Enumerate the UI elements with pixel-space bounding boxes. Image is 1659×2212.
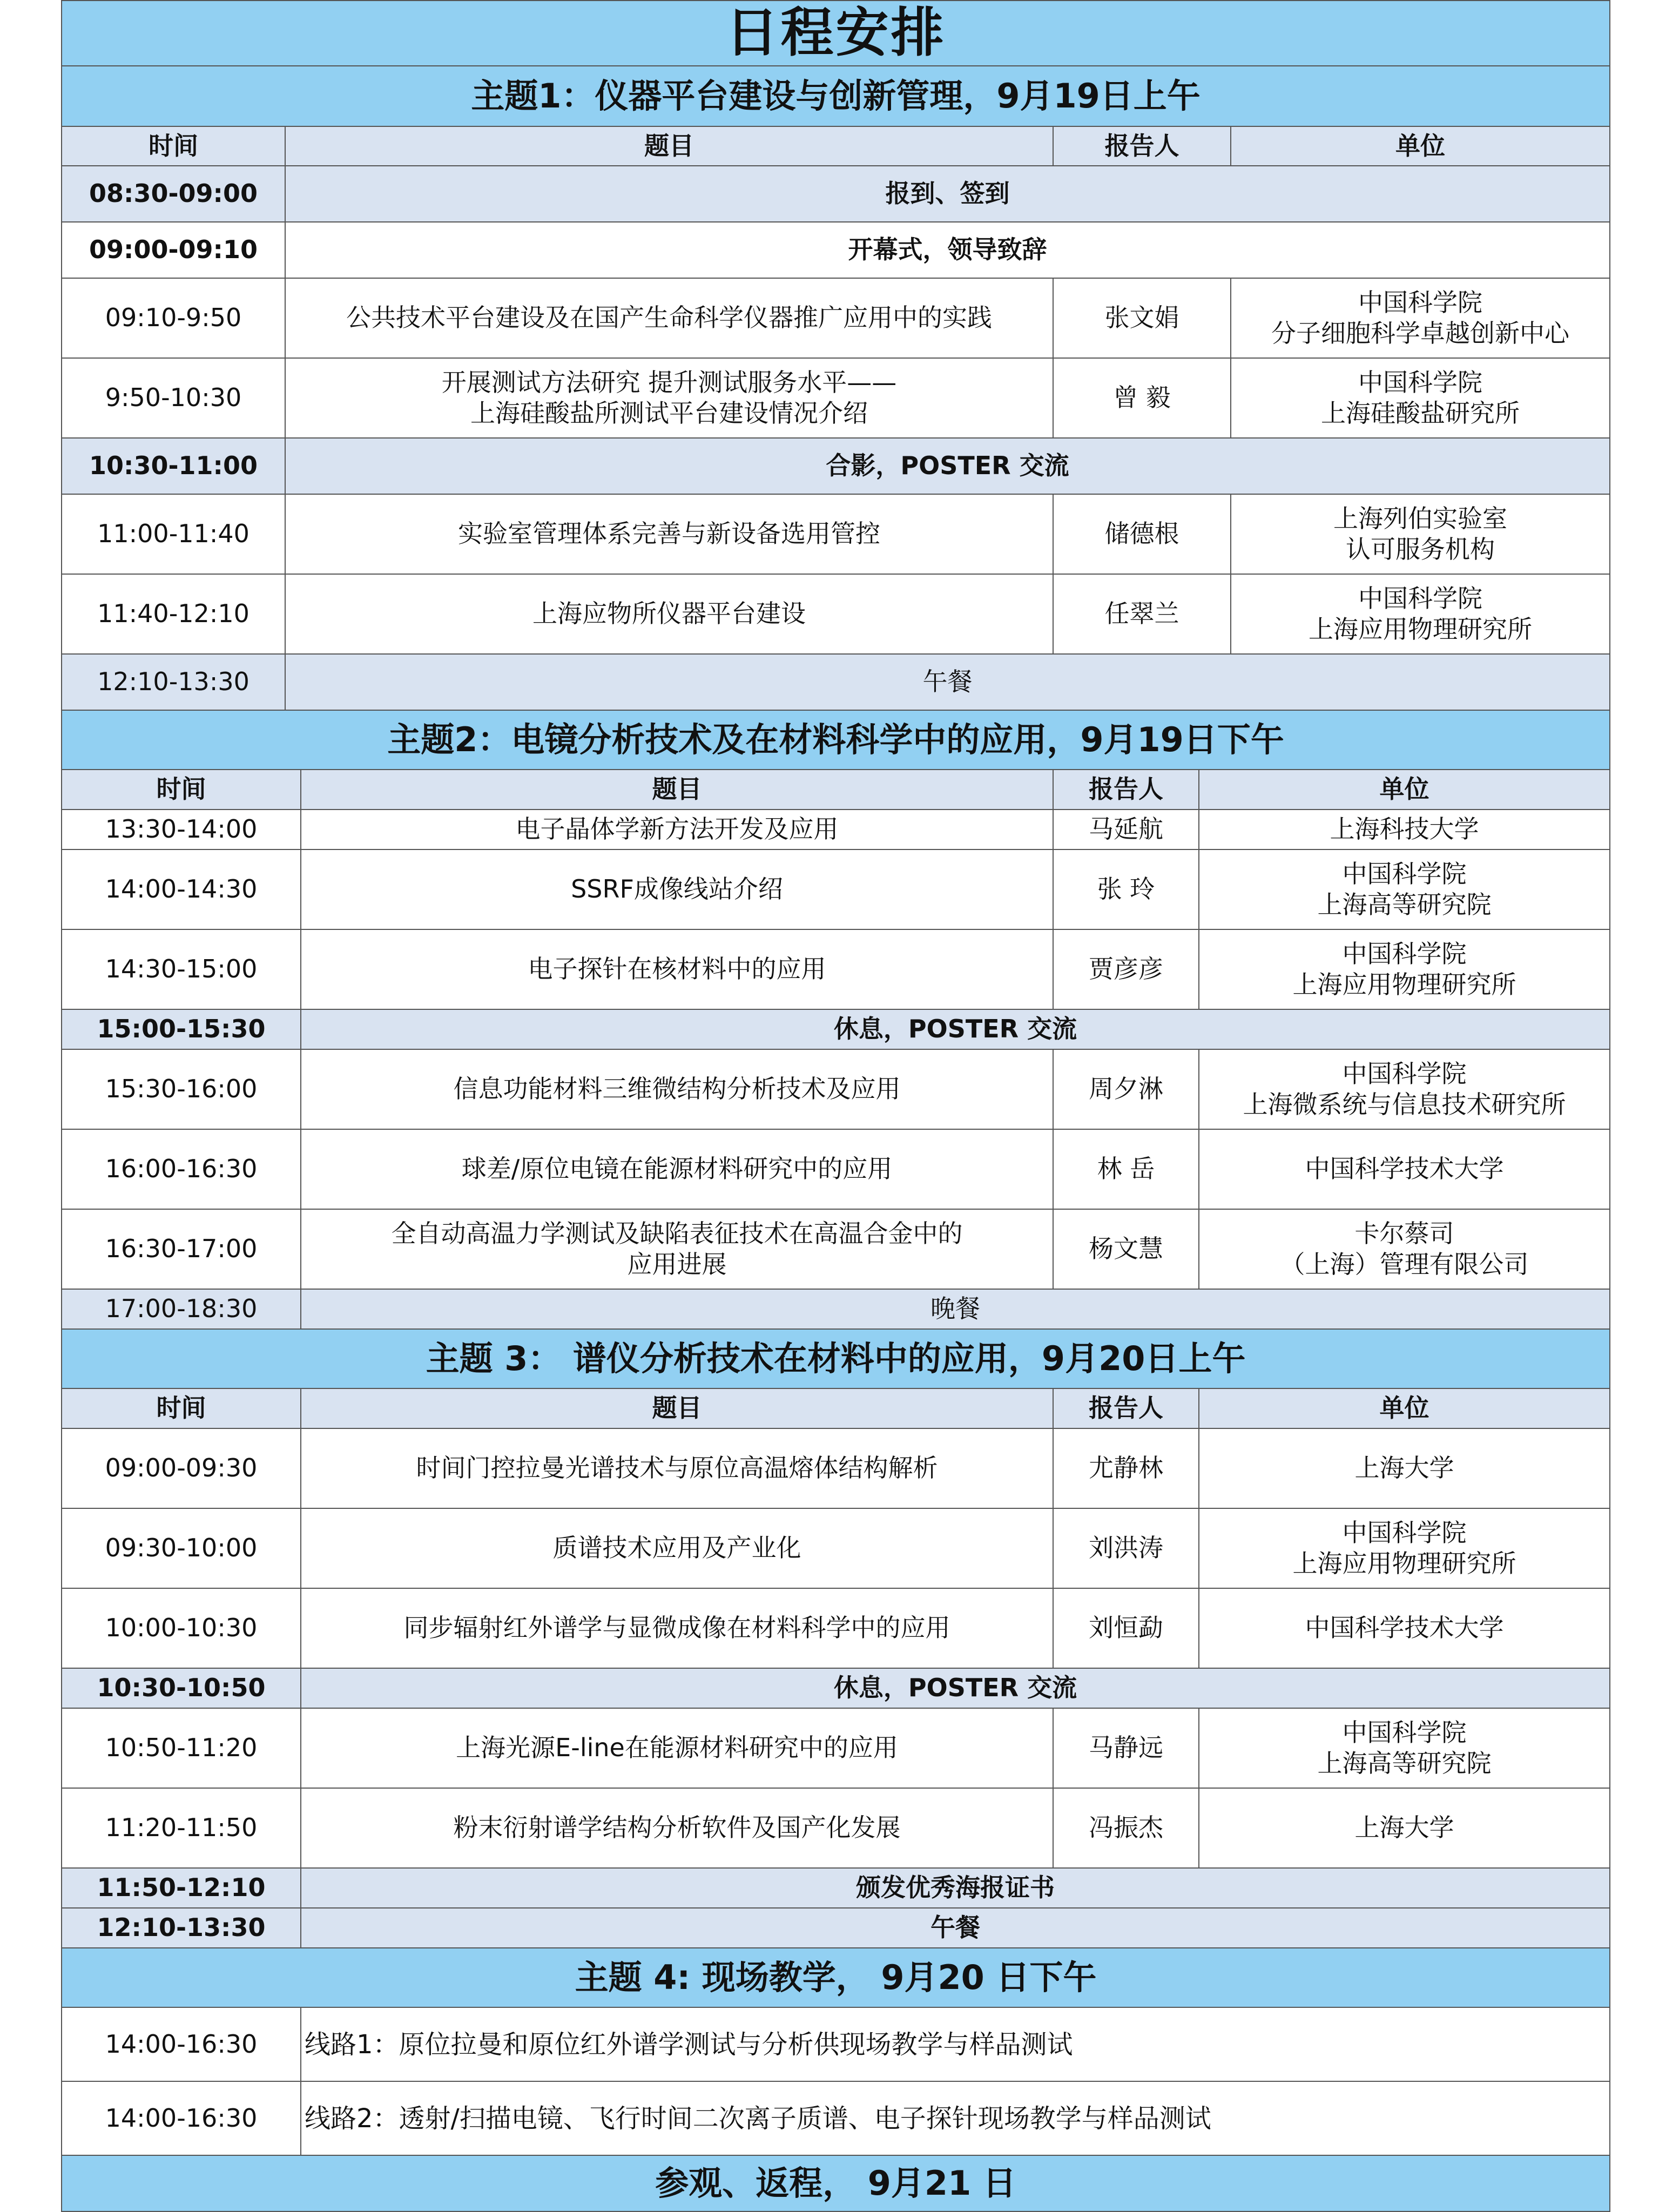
time-cell: 12:10-13:30 [61, 655, 285, 711]
time-cell: 16:30-17:00 [61, 1210, 300, 1290]
topic-cell: 开展测试方法研究 提升测试服务水平—— 上海硅酸盐所测试平台建设情况介绍 [285, 359, 1053, 439]
schedule-row [61, 495, 1610, 575]
schedule-row [61, 1789, 1610, 1869]
theme-row [61, 66, 1610, 127]
speaker-cell: 刘恒勐 [1053, 1589, 1198, 1669]
section-theme: 主题1：仪器平台建设与创新管理，9月19日上午 [61, 66, 1610, 127]
time-cell: 14:30-15:00 [61, 930, 300, 1010]
topic-cell: 上海应物所仪器平台建设 [285, 575, 1053, 655]
topic-cell: 电子探针在核材料中的应用 [300, 930, 1053, 1010]
unit-cell: 中国科学院 上海高等研究院 [1198, 1709, 1610, 1789]
speaker-cell: 张文娟 [1053, 279, 1230, 359]
unit-cell: 中国科学院 分子细胞科学卓越创新中心 [1230, 279, 1610, 359]
schedule-row [61, 1210, 1610, 1290]
time-cell: 12:10-13:30 [61, 1908, 300, 1948]
speaker-cell: 周夕淋 [1053, 1050, 1198, 1130]
topic-cell: 时间门控拉曼光谱技术与原位高温熔体结构解析 [300, 1429, 1053, 1509]
time-cell: 16:00-16:30 [61, 1130, 300, 1210]
schedule-row [61, 1669, 1610, 1709]
event-cell: 合影，POSTER 交流 [285, 439, 1610, 495]
event-cell: 颁发优秀海报证书 [300, 1869, 1610, 1908]
unit-cell: 中国科学技术大学 [1198, 1589, 1610, 1669]
event-cell: 线路2：透射/扫描电镜、飞行时间二次离子质谱、电子探针现场教学与样品测试 [300, 2082, 1610, 2156]
footer-note: 参观、返程， 9月21 日 [61, 2156, 1610, 2212]
schedule-row [61, 222, 1610, 279]
column-header-speaker: 报告人 [1053, 127, 1230, 166]
column-header-unit: 单位 [1198, 1389, 1610, 1429]
page-title-row [61, 0, 1610, 66]
column-header-time: 时间 [61, 1389, 300, 1429]
schedule-row [61, 1908, 1610, 1948]
unit-cell: 中国科学技术大学 [1198, 1130, 1610, 1210]
event-cell: 晚餐 [300, 1290, 1610, 1330]
schedule-row [61, 850, 1610, 930]
time-cell: 15:00-15:30 [61, 1010, 300, 1050]
column-header-row [61, 127, 1610, 166]
schedule-row [61, 2008, 1610, 2082]
time-cell: 9:50-10:30 [61, 359, 285, 439]
event-cell: 线路1：原位拉曼和原位红外谱学测试与分析供现场教学与样品测试 [300, 2008, 1610, 2082]
schedule-row [61, 655, 1610, 711]
time-cell: 09:30-10:00 [61, 1509, 300, 1589]
page-title: 日程安排 [61, 0, 1610, 66]
unit-cell: 上海列伯实验室 认可服务机构 [1230, 495, 1610, 575]
schedule-row [61, 1429, 1610, 1509]
speaker-cell: 曾 毅 [1053, 359, 1230, 439]
column-header-unit: 单位 [1230, 127, 1610, 166]
column-header-row [61, 1389, 1610, 1429]
column-header-topic: 题目 [285, 127, 1053, 166]
unit-cell: 卡尔蔡司 （上海）管理有限公司 [1198, 1210, 1610, 1290]
topic-cell: 实验室管理体系完善与新设备选用管控 [285, 495, 1053, 575]
time-cell: 11:20-11:50 [61, 1789, 300, 1869]
unit-cell: 中国科学院 上海硅酸盐研究所 [1230, 359, 1610, 439]
schedule-row [61, 439, 1610, 495]
column-header-topic: 题目 [300, 1389, 1053, 1429]
column-header-time: 时间 [61, 127, 285, 166]
time-cell: 10:50-11:20 [61, 1709, 300, 1789]
time-cell: 09:00-09:30 [61, 1429, 300, 1509]
time-cell: 11:00-11:40 [61, 495, 285, 575]
time-cell: 10:30-10:50 [61, 1669, 300, 1709]
speaker-cell: 贾彦彦 [1053, 930, 1198, 1010]
time-cell: 09:00-09:10 [61, 222, 285, 279]
speaker-cell: 冯振杰 [1053, 1789, 1198, 1869]
column-header-unit: 单位 [1198, 770, 1610, 810]
event-cell: 休息，POSTER 交流 [300, 1010, 1610, 1050]
time-cell: 11:40-12:10 [61, 575, 285, 655]
schedule-row [61, 1709, 1610, 1789]
time-cell: 14:00-14:30 [61, 850, 300, 930]
unit-cell: 中国科学院 上海高等研究院 [1198, 850, 1610, 930]
schedule-row [61, 1509, 1610, 1589]
unit-cell: 中国科学院 上海应用物理研究所 [1230, 575, 1610, 655]
time-cell: 10:00-10:30 [61, 1589, 300, 1669]
event-cell: 开幕式，领导致辞 [285, 222, 1610, 279]
event-cell: 午餐 [285, 655, 1610, 711]
section-theme: 主题 3： 谱仪分析技术在材料中的应用，9月20日上午 [61, 1330, 1610, 1389]
column-header-topic: 题目 [300, 770, 1053, 810]
speaker-cell: 马延航 [1053, 810, 1198, 850]
theme-row [61, 711, 1610, 770]
speaker-cell: 刘洪涛 [1053, 1509, 1198, 1589]
schedule-row [61, 1290, 1610, 1330]
schedule-row [61, 359, 1610, 439]
unit-cell: 上海大学 [1198, 1429, 1610, 1509]
column-header-speaker: 报告人 [1053, 1389, 1198, 1429]
schedule-row [61, 2082, 1610, 2156]
schedule-row [61, 166, 1610, 222]
footer-row [61, 2156, 1610, 2212]
event-cell: 报到、签到 [285, 166, 1610, 222]
schedule-row [61, 810, 1610, 850]
time-cell: 14:00-16:30 [61, 2082, 300, 2156]
unit-cell: 上海科技大学 [1198, 810, 1610, 850]
time-cell: 11:50-12:10 [61, 1869, 300, 1908]
topic-cell: 球差/原位电镜在能源材料研究中的应用 [300, 1130, 1053, 1210]
event-cell: 午餐 [300, 1908, 1610, 1948]
schedule-row [61, 575, 1610, 655]
schedule-row [61, 1130, 1610, 1210]
unit-cell: 中国科学院 上海应用物理研究所 [1198, 930, 1610, 1010]
topic-cell: 全自动高温力学测试及缺陷表征技术在高温合金中的 应用进展 [300, 1210, 1053, 1290]
unit-cell: 中国科学院 上海应用物理研究所 [1198, 1509, 1610, 1589]
speaker-cell: 林 岳 [1053, 1130, 1198, 1210]
schedule-row [61, 1589, 1610, 1669]
topic-cell: 粉末衍射谱学结构分析软件及国产化发展 [300, 1789, 1053, 1869]
unit-cell: 中国科学院 上海微系统与信息技术研究所 [1198, 1050, 1610, 1130]
speaker-cell: 马静远 [1053, 1709, 1198, 1789]
column-header-row [61, 770, 1610, 810]
speaker-cell: 尤静林 [1053, 1429, 1198, 1509]
schedule-row [61, 930, 1610, 1010]
section-theme: 主题 4: 现场教学， 9月20 日下午 [61, 1948, 1610, 2008]
schedule-row [61, 1050, 1610, 1130]
speaker-cell: 杨文慧 [1053, 1210, 1198, 1290]
event-cell: 休息，POSTER 交流 [300, 1669, 1610, 1709]
time-cell: 08:30-09:00 [61, 166, 285, 222]
theme-row [61, 1948, 1610, 2008]
speaker-cell: 张 玲 [1053, 850, 1198, 930]
topic-cell: 同步辐射红外谱学与显微成像在材料科学中的应用 [300, 1589, 1053, 1669]
theme-row [61, 1330, 1610, 1389]
topic-cell: 电子晶体学新方法开发及应用 [300, 810, 1053, 850]
time-cell: 10:30-11:00 [61, 439, 285, 495]
speaker-cell: 储德根 [1053, 495, 1230, 575]
column-header-time: 时间 [61, 770, 300, 810]
speaker-cell: 任翠兰 [1053, 575, 1230, 655]
time-cell: 17:00-18:30 [61, 1290, 300, 1330]
schedule-row [61, 1010, 1610, 1050]
schedule-row [61, 1869, 1610, 1908]
topic-cell: 质谱技术应用及产业化 [300, 1509, 1053, 1589]
column-header-speaker: 报告人 [1053, 770, 1198, 810]
time-cell: 09:10-9:50 [61, 279, 285, 359]
time-cell: 13:30-14:00 [61, 810, 300, 850]
section-theme: 主题2：电镜分析技术及在材料科学中的应用，9月19日下午 [61, 711, 1610, 770]
time-cell: 15:30-16:00 [61, 1050, 300, 1130]
topic-cell: 公共技术平台建设及在国产生命科学仪器推广应用中的实践 [285, 279, 1053, 359]
topic-cell: 上海光源E-line在能源材料研究中的应用 [300, 1709, 1053, 1789]
unit-cell: 上海大学 [1198, 1789, 1610, 1869]
topic-cell: SSRF成像线站介绍 [300, 850, 1053, 930]
time-cell: 14:00-16:30 [61, 2008, 300, 2082]
schedule-row [61, 279, 1610, 359]
topic-cell: 信息功能材料三维微结构分析技术及应用 [300, 1050, 1053, 1130]
